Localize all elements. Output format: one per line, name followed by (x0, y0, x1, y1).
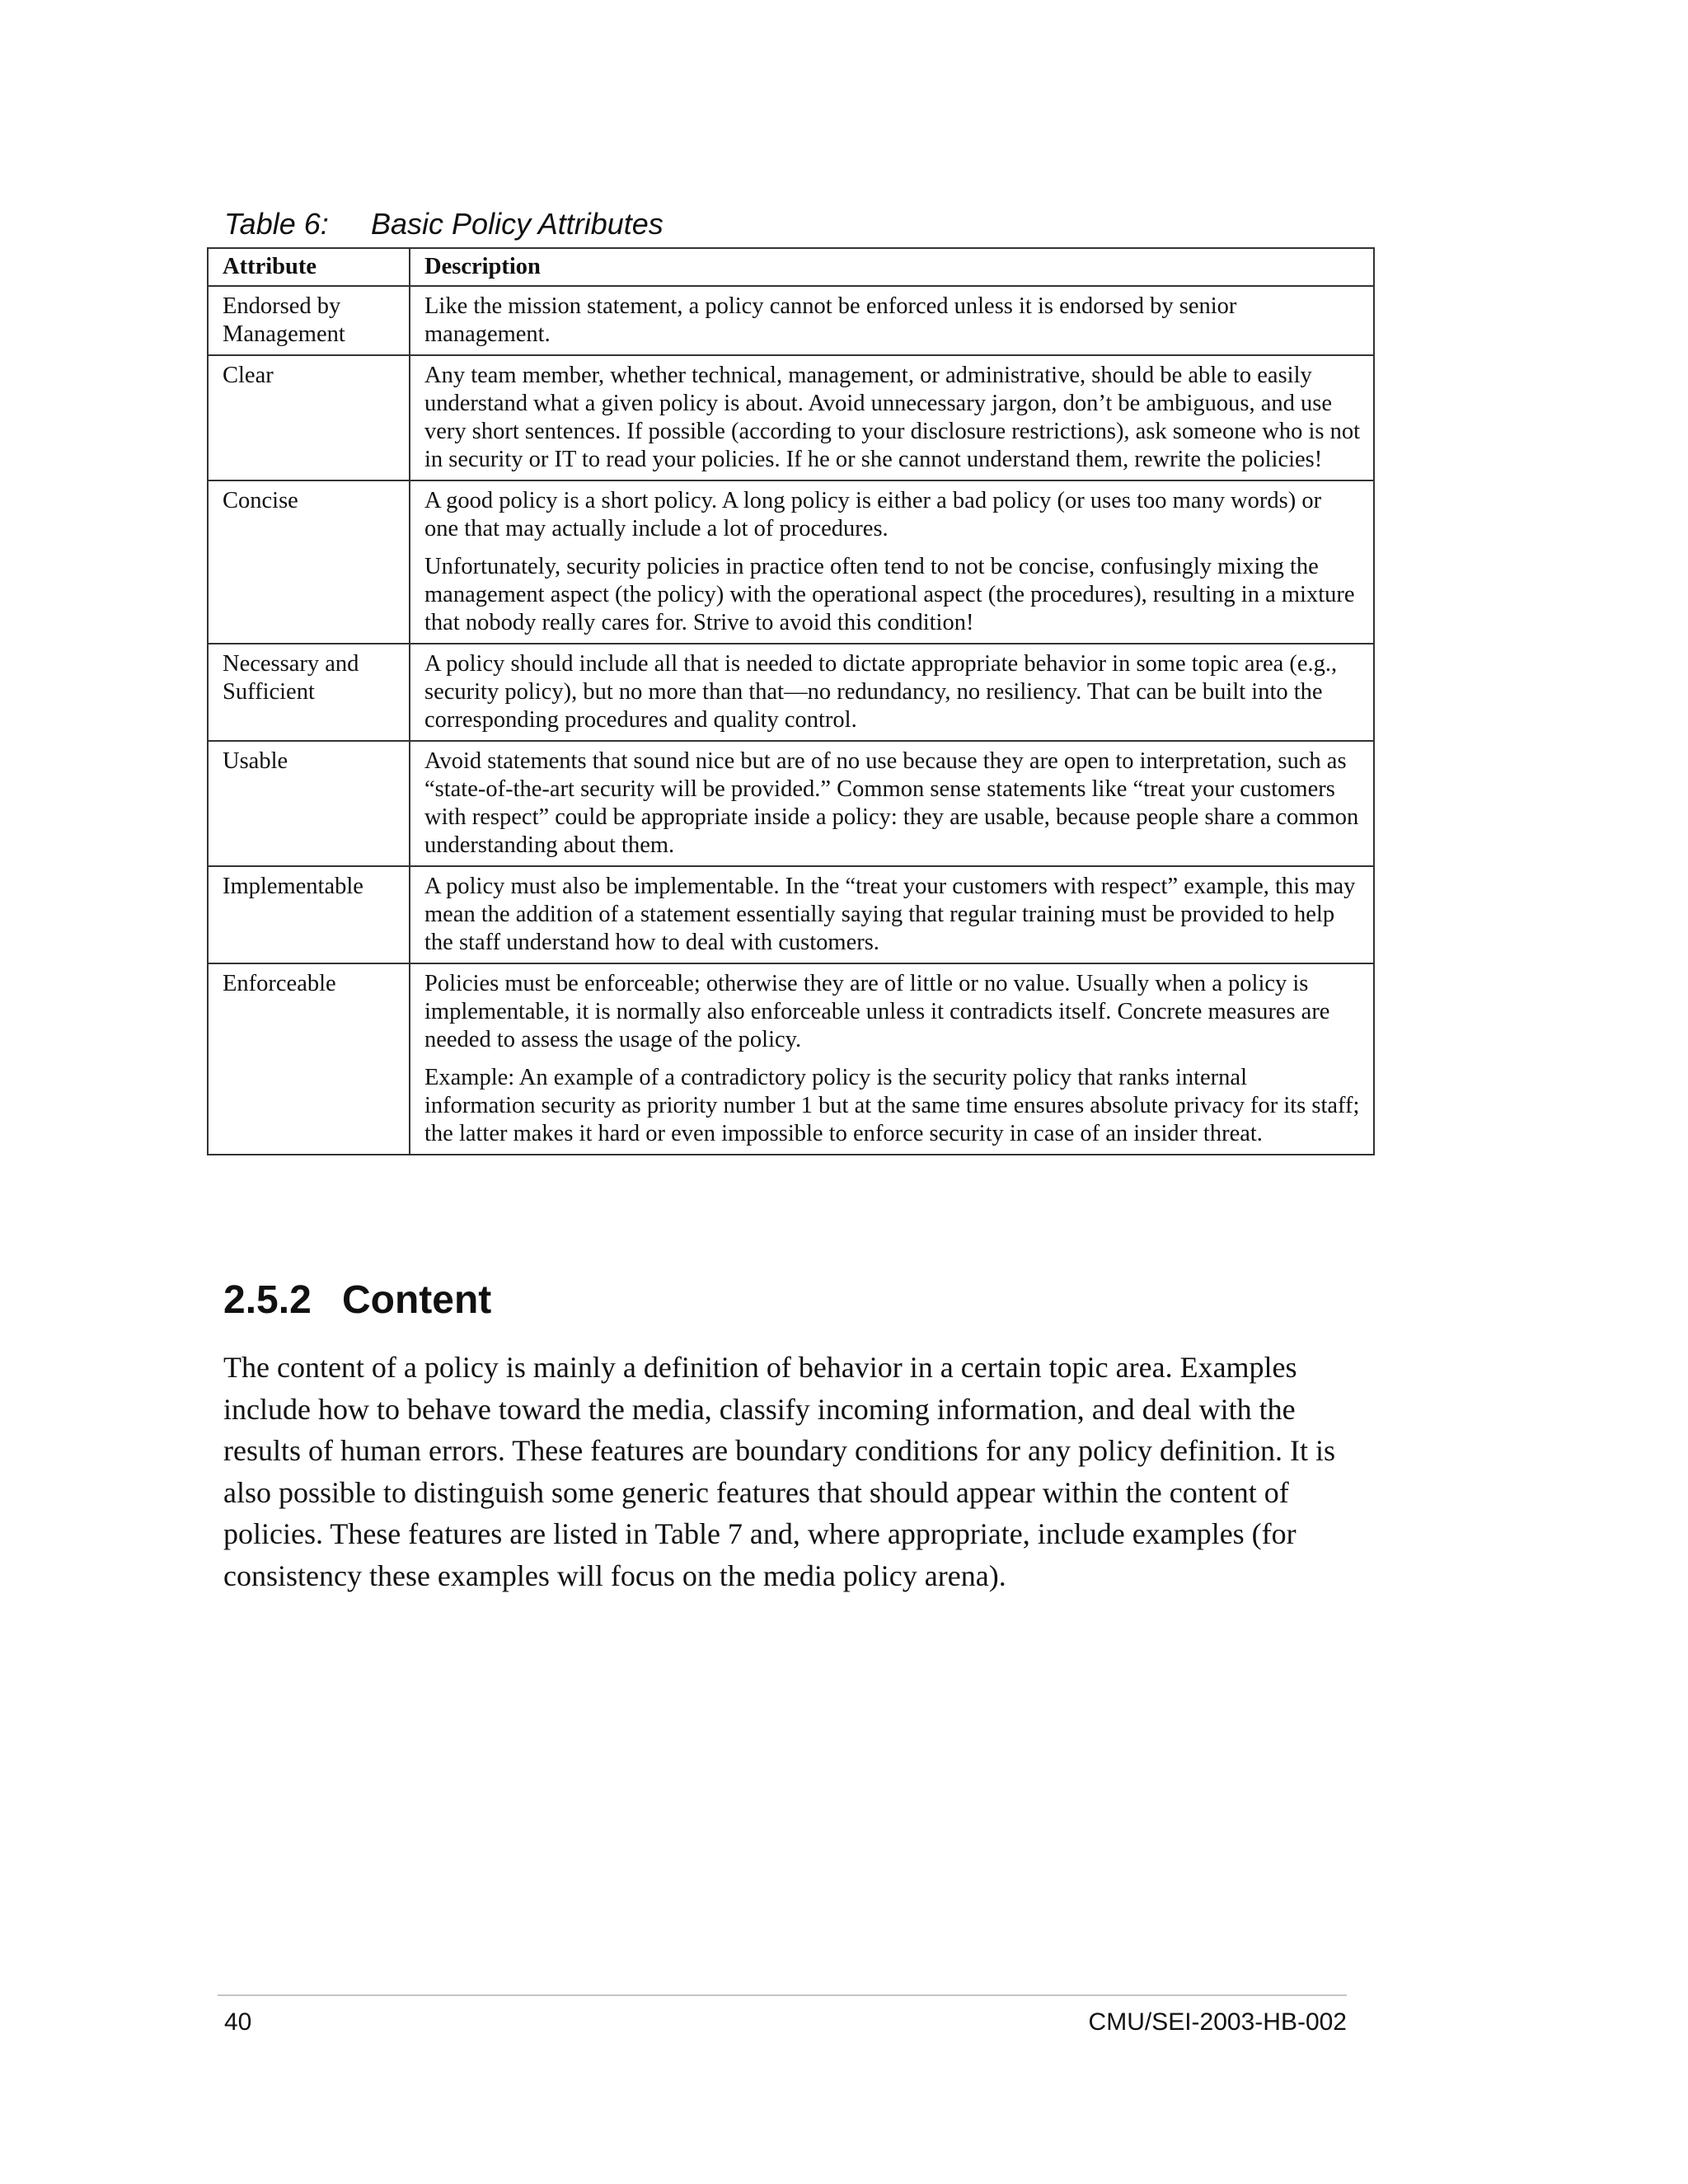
table-row (208, 644, 1374, 741)
document-id: CMU/SEI-2003-HB-002 (1088, 2008, 1347, 2036)
policy-attributes-table (207, 247, 1375, 1155)
section-heading (223, 1276, 491, 1325)
description-cell (410, 355, 1374, 480)
description-paragraph: Policies must be enforceable; otherwise they are of little or no value. Usually when a policy is implementable, it is normally also enforceable unless it contradicts itself. Concrete measures are needed to assess the usage of the policy. (424, 971, 1330, 1052)
table-row (208, 866, 1374, 963)
description-paragraph: A policy should include all that is needed to dictate appropriate behavior in some topic area (e.g., security policy), but no more than that—no redundancy, no resiliency. That can be built into the corresponding procedures and quality control. (424, 651, 1338, 733)
description-paragraph: A policy must also be implementable. In the “treat your customers with respect” example, this may mean the addition of a statement essentially saying that regular training must be provided to help the staff understand how to deal with customers. (424, 874, 1356, 955)
description-paragraph: Like the mission statement, a policy cannot be enforced unless it is endorsed by senior management. (424, 293, 1237, 347)
table-row (208, 480, 1374, 644)
section-title: Content (342, 1278, 492, 1322)
description-cell (410, 286, 1374, 355)
table-row (208, 355, 1374, 480)
attribute-cell: Implementable (208, 866, 410, 963)
description-paragraph: Avoid statements that sound nice but are of no use because they are open to interpretation, such as “state-of-the-art security will be provided.” Common sense statements like “treat your customers with respect” could be appropriate inside a policy: they are usable, because people share a common understanding about them. (424, 748, 1359, 858)
description-cell (410, 741, 1374, 866)
table-row (208, 286, 1374, 355)
section-body-paragraph: The content of a policy is mainly a definition of behavior in a certain topic area. Examples include how to behave toward the media, classify incoming information, and deal with the results of human errors. These features are boundary conditions for any policy definition. It is also possible to distinguish some generic features that should appear within the content of policies. These features are listed in Table 7 and, where appropriate, include examples (for consistency these examples will focus on the media policy arena). (223, 1351, 1335, 1592)
description-paragraph: Any team member, whether technical, management, or administrative, should be able to easily understand what a given policy is about. Avoid unnecessary jargon, don’t be ambiguous, and use very short sentences. If possible (according to your disclosure restrictions), ask someone who is not in security or IT to read your policies. If he or she cannot understand them, rewrite the policies! (424, 363, 1360, 472)
description-cell (410, 644, 1374, 741)
attribute-cell: Endorsed by Management (208, 286, 410, 355)
page-number: 40 (224, 2008, 252, 2036)
description-paragraph: Example: An example of a contradictory policy is the security policy that ranks internal information security as priority number 1 but at the same time ensures absolute privacy for its staff; the latter makes it hard or even impossible to enforce security in case of an insider threat. (424, 1065, 1360, 1146)
attribute-cell: Necessary and Sufficient (208, 644, 410, 741)
table-caption (224, 206, 663, 242)
table-row (208, 963, 1374, 1155)
attribute-cell: Enforceable (208, 963, 410, 1155)
column-header-attribute: Attribute (208, 248, 410, 286)
footer-divider (218, 1994, 1347, 1996)
column-header-description: Description (410, 248, 1374, 286)
description-paragraph: A good policy is a short policy. A long policy is either a bad policy (or uses too many words) or one that may actually include a lot of procedures. (424, 488, 1322, 541)
description-cell (410, 480, 1374, 644)
table-row (208, 741, 1374, 866)
table-caption-title: Basic Policy Attributes (371, 207, 663, 241)
table-header-row (208, 248, 1374, 286)
attribute-cell: Usable (208, 741, 410, 866)
description-cell (410, 866, 1374, 963)
attribute-cell: Clear (208, 355, 410, 480)
table-caption-label: Table 6: (224, 207, 329, 241)
attribute-cell: Concise (208, 480, 410, 644)
section-number: 2.5.2 (223, 1278, 312, 1322)
description-cell (410, 963, 1374, 1155)
description-paragraph: Unfortunately, security policies in practice often tend to not be concise, confusingly mixing the management aspect (the policy) with the operational aspect (the procedures), resulting in a mixture that nobody really cares for. Strive to avoid this condition! (424, 554, 1355, 635)
